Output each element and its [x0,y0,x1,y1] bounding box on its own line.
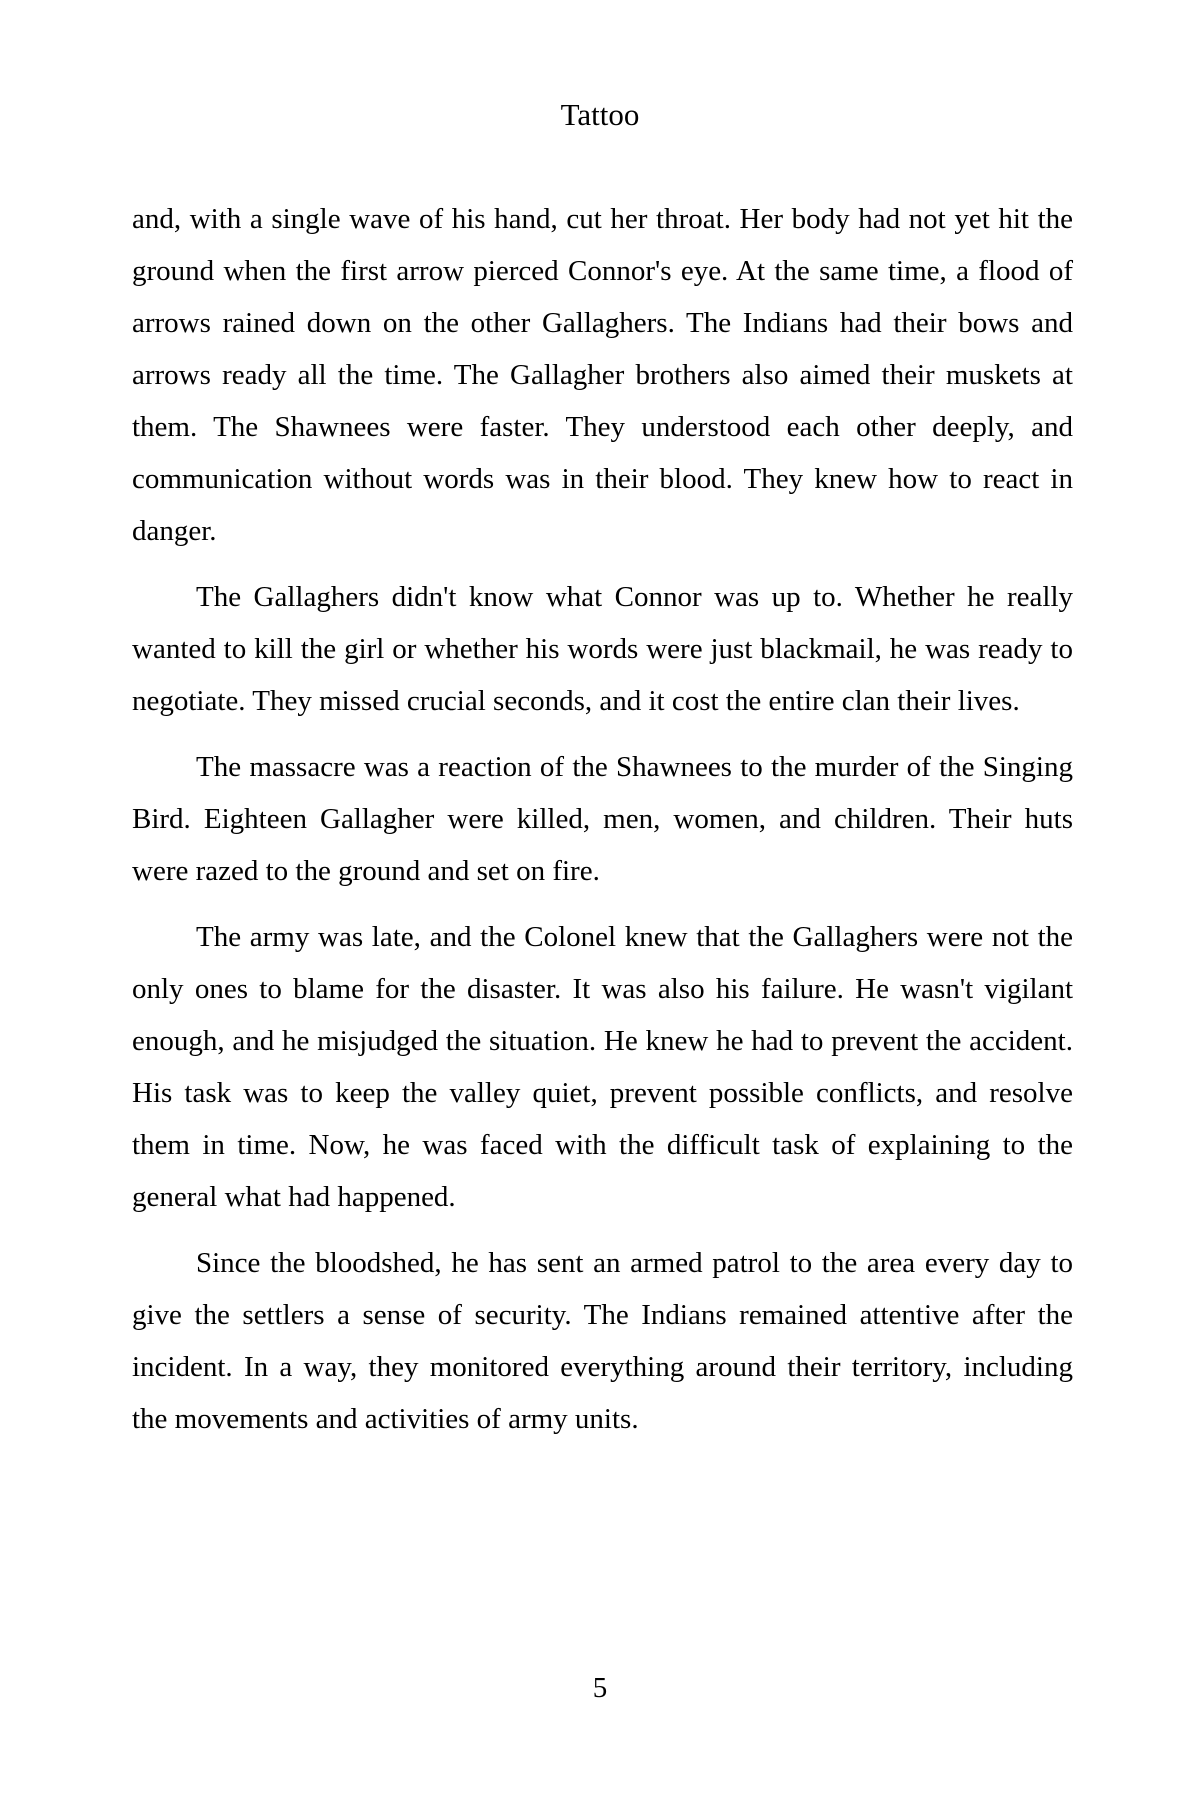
page-body [132,193,1073,1459]
paragraph: and, with a single wave of his hand, cut her throat. Her body had not yet hit the ground when the first arrow pierced Connor's eye. At the same time, a flood of arrows rained down on the other Gallaghers. The Indians had their bows and arrows ready all the time. The Gallagher brothers also aimed their muskets at them. The Shawnees were faster. They understood each other deeply, and communication without words was in their blood. They knew how to react in danger. [132,203,1073,547]
page-title: Tattoo [560,97,640,132]
paragraph: The massacre was a reaction of the Shawnees to the murder of the Singing Bird. Eighteen Gallagher were killed, men, women, and children. Their huts were razed to the ground and set on fire. [132,751,1073,887]
paragraph: The Gallaghers didn't know what Connor was up to. Whether he really wanted to kill the girl or whether his words were just blackmail, he was ready to negotiate. They missed crucial seconds, and it cost the entire clan their lives. [132,581,1073,717]
paragraph: The army was late, and the Colonel knew that the Gallaghers were not the only ones to blame for the disaster. It was also his failure. He wasn't vigilant enough, and he misjudged the situation. He knew he had to prevent the accident. His task was to keep the valley quiet, prevent possible conflicts, and resolve them in time. Now, he was faced with the difficult task of explaining to the general what had happened. [132,921,1073,1213]
page-number: 5 [592,1672,608,1704]
paragraph: Since the bloodshed, he has sent an armed patrol to the area every day to give the settlers a sense of security. The Indians remained attentive after the incident. In a way, they monitored everything around their territory, including the movements and activities of army units. [132,1247,1073,1435]
